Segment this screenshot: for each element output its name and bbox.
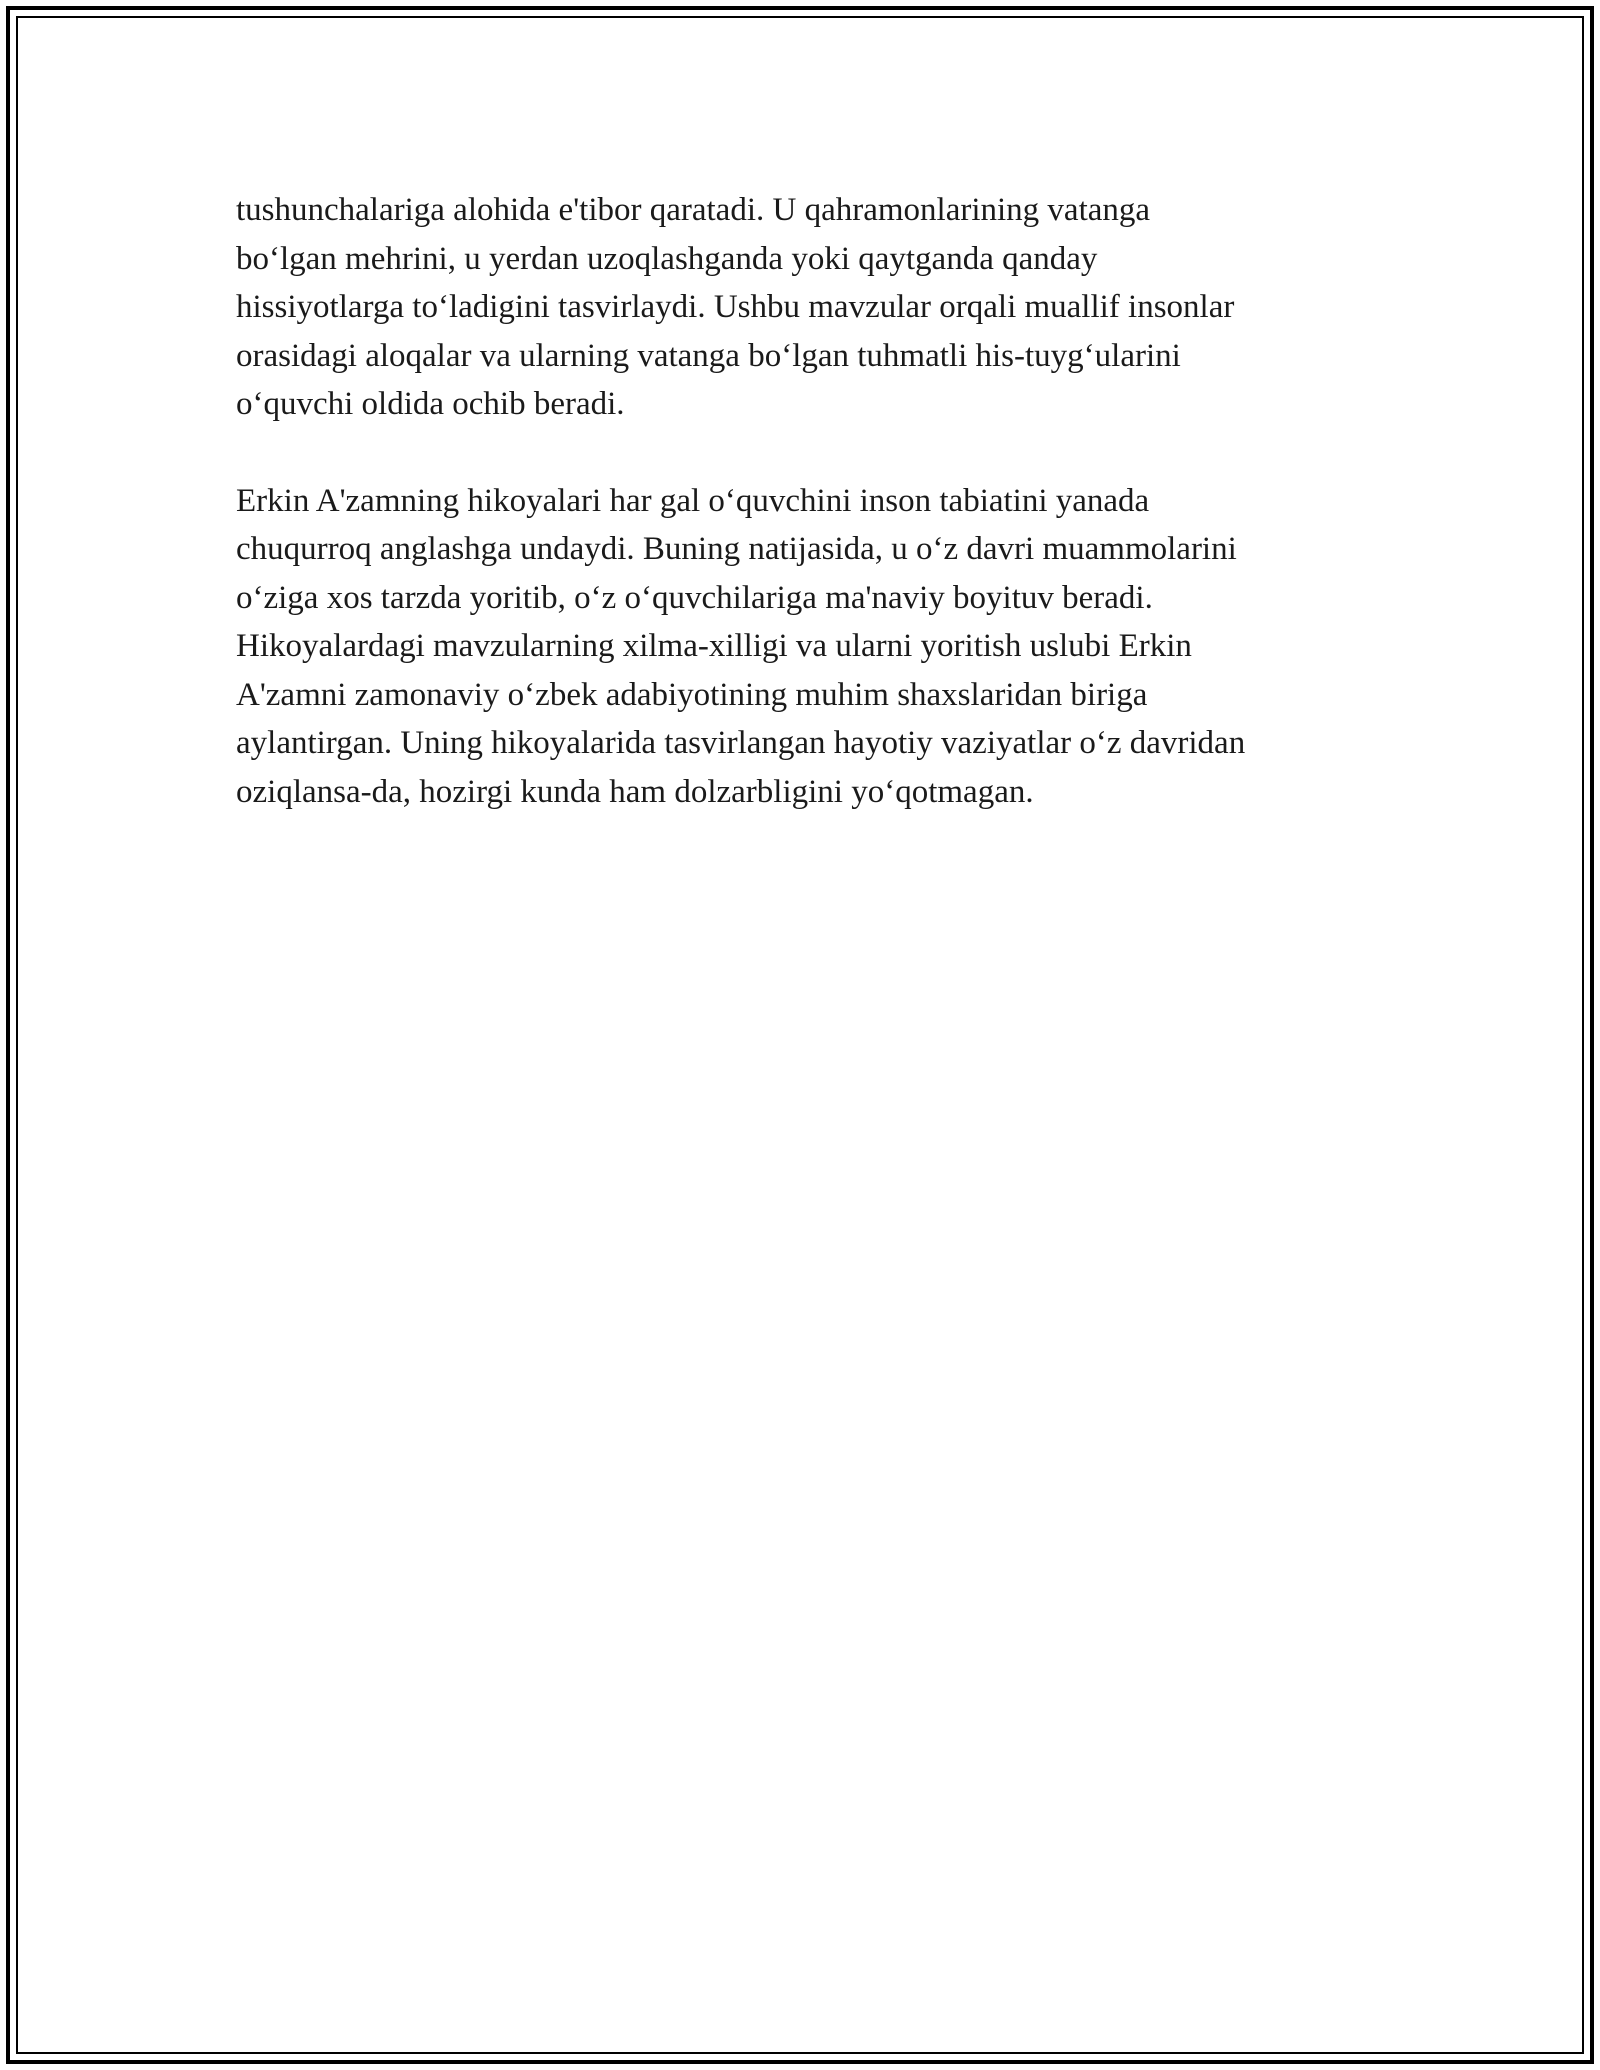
- paragraph-1: [236, 186, 1376, 429]
- text-line: o‘quvchi oldida ochib beradi.: [236, 386, 625, 422]
- text-line: aylantirgan. Uning hikoyalarida tasvirlangan hayotiy vaziyatlar o‘z davridan: [236, 725, 1246, 761]
- paragraph-2: [236, 477, 1376, 817]
- text-line: Erkin A'zamning hikoyalari har gal o‘quvchini inson tabiatini yanada: [236, 482, 1150, 519]
- text-line: A'zamni zamonaviy o‘zbek adabiyotining muhim shaxslaridan biriga: [236, 676, 1148, 713]
- text-line: o‘ziga xos tarzda yoritib, o‘z o‘quvchilariga ma'naviy boyituv beradi.: [236, 579, 1153, 616]
- text-line: oziqlansa-da, hozirgi kunda ham dolzarbligini yo‘qotmagan.: [236, 773, 1034, 810]
- text-line: Hikoyalardagi mavzularning xilma-xilligi va ularni yoritish uslubi Erkin: [236, 628, 1192, 664]
- text-line: chuqurroq anglashga undaydi. Buning natijasida, u o‘z davri muammolarini: [236, 531, 1237, 567]
- text-line: orasidagi aloqalar va ularning vatanga bo‘lgan tuhmatli his-tuyg‘ularini: [236, 337, 1181, 374]
- text-line: bo‘lgan mehrini, u yerdan uzoqlashganda yoki qaytganda qanday: [236, 240, 1098, 277]
- document-body: [236, 186, 1376, 864]
- text-line: tushunchalariga alohida e'tibor qaratadi. U qahramonlarining vatanga: [236, 192, 1151, 228]
- text-line: hissiyotlarga to‘ladigini tasvirlaydi. Ushbu mavzular orqali muallif insonlar: [236, 289, 1235, 325]
